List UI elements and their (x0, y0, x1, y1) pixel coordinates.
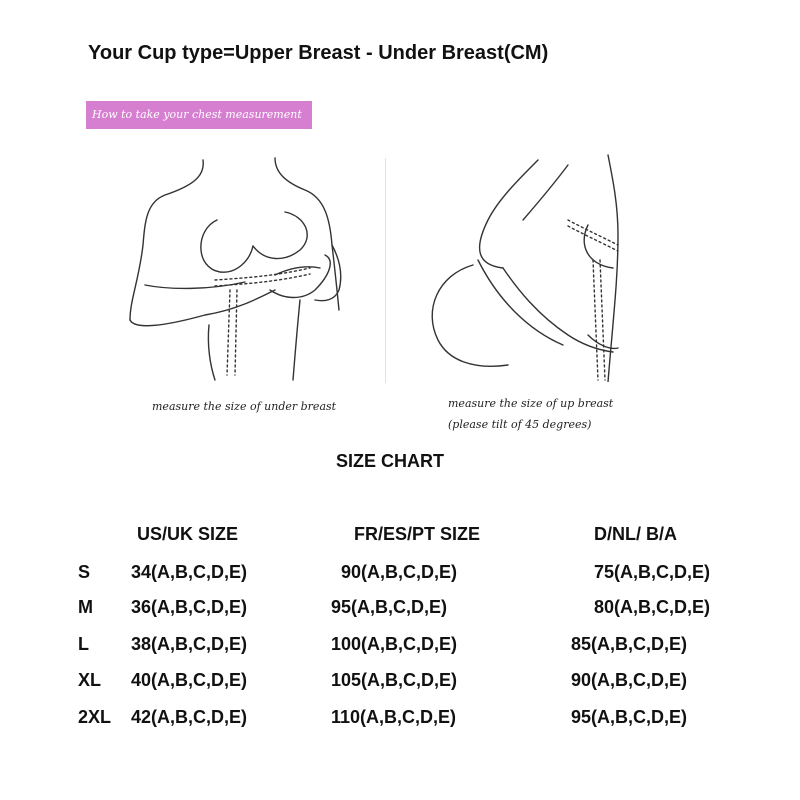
column-header-fr-es-pt: FR/ES/PT SIZE (354, 524, 481, 544)
page-title: Your Cup type=Upper Breast - Under Breast(CM) (88, 42, 549, 64)
table-cell-us-uk: 34(A,B,C,D,E) (131, 562, 248, 582)
column-header-us-uk: US/UK SIZE (137, 524, 239, 544)
table-cell-d-nl-ba: 85(A,B,C,D,E) (571, 634, 688, 654)
table-cell-d-nl-ba: 90(A,B,C,D,E) (571, 670, 688, 690)
table-cell-us-uk: 36(A,B,C,D,E) (131, 597, 248, 617)
illustration-divider (385, 158, 386, 383)
size-chart-title: SIZE CHART (336, 451, 444, 471)
under-breast-illustration (125, 150, 355, 382)
measurement-banner: How to take your chest measurement (86, 101, 312, 129)
column-header-d-nl-ba: D/NL/ B/A (594, 524, 677, 544)
size-label: S (78, 562, 91, 582)
up-breast-caption: measure the size of up breast (448, 397, 614, 410)
table-cell-d-nl-ba: 80(A,B,C,D,E) (594, 597, 711, 617)
table-cell-d-nl-ba: 75(A,B,C,D,E) (594, 562, 711, 582)
table-cell-us-uk: 38(A,B,C,D,E) (131, 634, 248, 654)
table-cell-us-uk: 42(A,B,C,D,E) (131, 707, 248, 727)
table-cell-fr-es-pt: 110(A,B,C,D,E) (331, 707, 457, 727)
size-label: 2XL (78, 707, 112, 727)
tilt-caption: (please tilt of 45 degrees) (448, 418, 592, 431)
up-breast-illustration (418, 150, 648, 382)
size-label: XL (78, 670, 102, 690)
size-label: M (78, 597, 93, 617)
table-cell-fr-es-pt: 95(A,B,C,D,E) (331, 597, 448, 617)
table-cell-fr-es-pt: 90(A,B,C,D,E) (341, 562, 458, 582)
table-cell-us-uk: 40(A,B,C,D,E) (131, 670, 248, 690)
size-label: L (78, 634, 89, 654)
under-breast-caption: measure the size of under breast (152, 400, 337, 413)
table-cell-fr-es-pt: 100(A,B,C,D,E) (331, 634, 458, 654)
table-cell-d-nl-ba: 95(A,B,C,D,E) (571, 707, 688, 727)
table-cell-fr-es-pt: 105(A,B,C,D,E) (331, 670, 458, 690)
